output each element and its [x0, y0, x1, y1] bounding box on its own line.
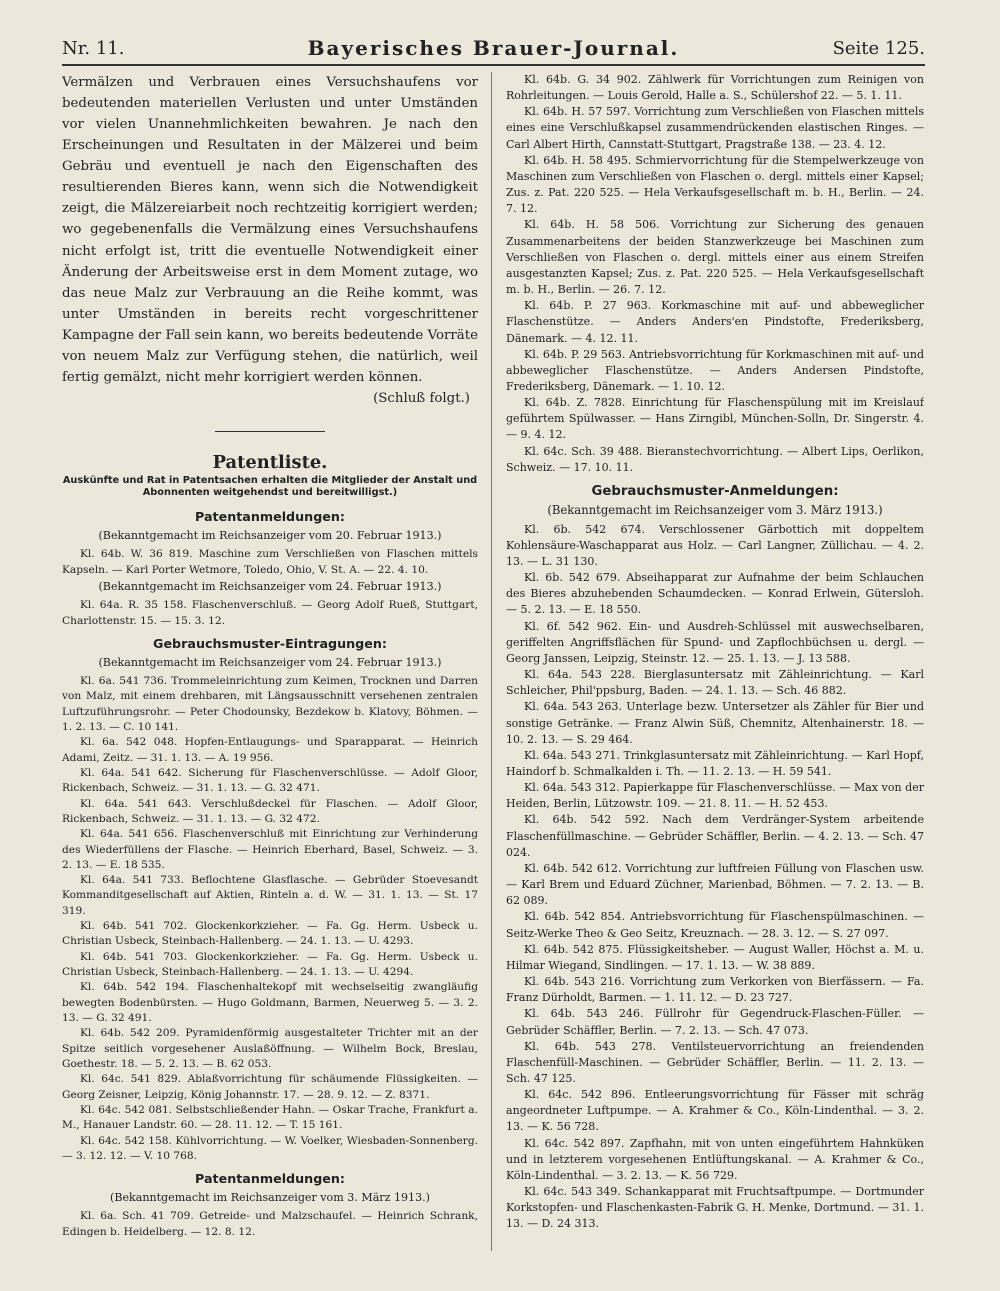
patent-entry: Kl. 64b. 542 592. Nach dem Verdränger-System arbeitende Flaschenfüllmaschine. — Gebrüder Schäffler, Berlin. — 4. 2. 13. — Sch. 47 024. — [506, 813, 924, 859]
patent-entry: Kl. 6a. Sch. 41 709. Getreide- und Malzschaufel. — Heinrich Schrank, Edingen b. Heidelberg. — 12. 8. 12. — [62, 1209, 478, 1238]
patent-entry: Kl. 64b. 542 194. Flaschenhaltekopf mit wechselseitig zwangläufig bewegten Bodenbürsten. — Hugo Goldmann, Barmen, Neuerweg 5. — 3. 2. 13. — G. 32 491. — [62, 980, 478, 1025]
patent-entry: Kl. 64b. H. 58 495. Schmiervorrichtung für die Stempelwerkzeuge von Maschinen zum Verschließen von Flaschen o. dergl. mittels einer Kapsel; Zus. z. Pat. 220 525. — Hela Verkaufsgesellschaft m. b. H., Berlin. — 24. 7. 12. — [506, 153, 924, 216]
patent-entry: Kl. 6a. 542 048. Hopfen-Entlaugungs- und Sparapparat. — Heinrich Adami, Zeitz. — 31. 1. 13. — A. 19 956. — [62, 735, 478, 764]
article-tail: (Schluß folgt.) — [373, 390, 470, 406]
patent-entry: Kl. 64b. 542 854. Antriebsvorrichtung für Flaschenspülmaschinen. — Seitz-Werke Theo & Geo Seitz, Kreuznach. — 28. 3. 12. — S. 27 097. — [506, 910, 924, 940]
patent-entry: Kl. 64c. Sch. 39 488. Bieranstechvorrichtung. — Albert Lips, Oerlikon, Schweiz. — 17. 10. 11. — [506, 444, 924, 474]
patent-entry: Kl. 64a. 543 263. Unterlage bezw. Untersetzer als Zähler für Bier und sonstige Getränke. — Franz Alwin Süß, Chemnitz, Altenhainerstr. 18. — 10. 2. 13. — S. 29 464. — [506, 700, 924, 746]
section-heading: Patentanmeldungen: — [195, 1171, 345, 1187]
article-continuation — [62, 72, 478, 409]
patent-entry: Kl. 64b. 542 209. Pyramidenförmig ausgestalteter Trichter mit an der Spitze seitlich vorgesehener Auslaßöffnung. — Wilhelm Bock, Breslau, Goethestr. 18. — 5. 2. 13. — B. 62 053. — [62, 1026, 478, 1071]
patent-entry: Kl. 6f. 542 962. Ein- und Ausdreh-Schlüssel mit auswechselbaren, geriffelten Angriffsflächen für Spund- und Zapflochbüchsen u. dergl. — Georg Janssen, Leipzig, Steinstr. 12. — 25. 1. 13. — J. 13 588. — [506, 619, 924, 665]
patent-entry: Kl. 64c. 542 081. Selbstschließender Hahn. — Oskar Trache, Frankfurt a. M., Hanauer Landstr. 60. — 28. 11. 12. — T. 15 161. — [62, 1103, 478, 1132]
patent-entry: Kl. 64a. 541 642. Sicherung für Flaschenverschlüsse. — Adolf Gloor, Rickenbach, Schweiz. — 31. 1. 13. — G. 32 471. — [62, 765, 478, 795]
patent-entry: Kl. 64b. 542 612. Vorrichtung zur luftfreien Füllung von Flaschen usw. — Karl Brem und Eduard Züchner, Marienbad, Böhmen. — 7. 2. 13. — B. 62 089. — [506, 861, 924, 908]
patent-entry: Kl. 64a. 541 733. Beflochtene Glasflasche. — Gebrüder Stoevesandt Kommanditgesellschaft auf Aktien, Rinteln a. d. W. — 31. 1. 13. — St. 17 319. — [62, 873, 478, 917]
patent-entry: Kl. 64a. 541 643. Verschlußdeckel für Flaschen. — Adolf Gloor, Rickenbach, Schweiz. — 31. 1. 13. — G. 32 472. — [62, 796, 478, 825]
patent-entry: Kl. 64c. 542 158. Kühlvorrichtung. — W. Voelker, Wiesbaden-Sonnenberg. — 3. 12. 12. — V. 10 768. — [62, 1133, 478, 1163]
patent-entry: Kl. 64c. 541 829. Ablaßvorrichtung für schäumende Flüssigkeiten. — Georg Zeisner, Leipzig, König Johannstr. 17. — 28. 9. 12. — Z. 8371. — [62, 1072, 478, 1101]
patent-list-title: Patentliste. — [212, 452, 328, 473]
patent-entry: Kl. 6b. 542 679. Abseihapparat zur Aufnahme der beim Schlauchen des Bieres abzuhebenden Schaumdecken. — Konrad Erlwein, Gütersloh. — 5. 2. 13. — E. 18 550. — [506, 571, 924, 617]
patent-entry: Kl. 64b. P. 27 963. Korkmaschine mit auf- und abbeweglicher Flaschenstütze. — Anders Anders'en Pindstofte, Frederiksberg, Dänemark. — 4. 12. 11. — [506, 299, 924, 345]
page-number: Seite 125. — [832, 38, 925, 59]
article-text: Vermälzen und Verbrauen eines Versuchshaufens vor bedeutenden materiellen Verlusten und unter Umständen vor vielen Unannehmlichkeiten bewahren. Je nach den Erscheinungen und Resultaten in der Mälzerei und beim Gebräu und eventuell je nach den Eigenschaften des resultierenden Bieres kann, wenn sich die Notwendigkeit zeigt, die Mälzereiarbeit noch rechtzeitig korrigiert werden; wo gegebenenfalls die Vermälzung eines Versuchshaufens nicht erfolgt ist, tritt die eventuelle Notwendigkeit einer Änderung der Arbeitsweise erst in dem Moment zutage, wo das neue Malz zur Verbrauung an die Reihe kommt, was unter Umständen in bereits recht vorgeschrittener Kampagne der Fall sein kann, wo bereits bedeutende Vorräte von neuem Malz zur Verfügung stehen, die natürlich, weil fertig gemälzt, nicht mehr korrigiert werden können. — [62, 75, 478, 385]
patent-entry: Kl. 64b. 543 216. Vorrichtung zum Verkorken von Bierfässern. — Fa. Franz Dürholdt, Barmen. — 1. 11. 12. — D. 23 727. — [506, 975, 924, 1005]
section-heading: Gebrauchsmuster-Eintragungen: — [153, 635, 387, 651]
patent-entry: Kl. 64a. 541 656. Flaschenverschluß mit Einrichtung zur Verhinderung des Wiederfüllens der Flasche. — Heinrich Eberhard, Basel, Schweiz. — 3. 2. 13. — E. 18 535. — [62, 827, 478, 871]
patent-entry: Kl. 64b. G. 34 902. Zählwerk für Vorrichtungen zum Reinigen von Rohrleitungen. — Louis Gerold, Halle a. S., Schülershof 22. — 5. 1. 11. — [506, 73, 924, 103]
notice-date: (Bekanntgemacht im Reichsanzeiger vom 24. Februar 1913.) — [98, 580, 442, 594]
patent-entry: Kl. 64b. 541 703. Glockenkorkzieher. — Fa. Gg. Herm. Usbeck u. Christian Usbeck, Steinbach-Hallenberg. — 24. 1. 13. — U. 4294. — [62, 949, 478, 979]
patent-entry: Kl. 64b. Z. 7828. Einrichtung für Flaschenspülung mit im Kreislauf geführtem Spülwasser. — Hans Zirngibl, München-Solln, Dr. Singerstr. 4. — 9. 4. 12. — [506, 396, 924, 442]
patent-entry: Kl. 6b. 542 674. Verschlossener Gärbottich mit doppeltem Kohlensäure-Waschapparat aus Holz. — Carl Langner, Züllichau. — 4. 2. 13. — L. 31 130. — [506, 522, 924, 568]
column-divider — [491, 72, 492, 1251]
patent-entry: Kl. 64c. 542 897. Zapfhahn, mit von unten eingeführtem Hahnküken und in letzterem vorgesehenen Entlüftungskanal. — A. Krahmer & Co., Köln-Lindenthal. — 3. 2. 13. — K. 56 729. — [506, 1136, 924, 1182]
patent-entry: Kl. 64b. H. 57 597. Vorrichtung zum Verschließen von Flaschen mittels eines eine Verschlußkapsel zusammendrückenden elastischen Ringes. — Carl Albert Hirth, Cannstatt-Stuttgart, Pragstraße 138. — 23. 4. 12. — [506, 105, 924, 151]
notice-date: (Bekanntgemacht im Reichsanzeiger vom 20. Februar 1913.) — [98, 529, 442, 543]
patent-entry: Kl. 6a. 541 736. Trommeleinrichtung zum Keimen, Trocknen und Darren von Malz, mit einem drehbaren, mit Längsausschnitt versehenen zentralen Luftzuführungsrohr. — Peter Chodounsky, Bezdekow b. Klatovy, Böhmen. — 1. 2. 13. — C. 10 141. — [62, 673, 478, 733]
issue-number: Nr. 11. — [62, 38, 125, 59]
right-entries — [506, 522, 924, 1233]
patent-entry: Kl. 64b. 543 246. Füllrohr für Gegendruck-Flaschen-Füller. — Gebrüder Schäffler, Berlin. — 7. 2. 13. — Sch. 47 073. — [506, 1007, 924, 1037]
journal-title: Bayerisches Brauer-Journal. — [307, 36, 680, 60]
section-heading: Patentanmeldungen: — [195, 509, 345, 525]
patent-entry: Kl. 64c. 542 896. Entleerungsvorrichtung für Fässer mit schräg angeordneter Luftpumpe. — A. Krahmer & Co., Köln-Lindenthal. — 3. 2. 13. — K. 56 728. — [506, 1088, 924, 1134]
patent-entry: Kl. 64b. 541 702. Glockenkorkzieher. — Fa. Gg. Herm. Usbeck u. Christian Usbeck, Steinbach-Hallenberg. — 24. 1. 13. — U. 4293. — [62, 919, 478, 948]
right-top-entries — [506, 72, 924, 476]
patent-entry: Kl. 64b. 542 875. Flüssigkeitsheber. — August Waller, Höchst a. M. u. Hilmar Wiegand, Sindlingen. — 17. 1. 13. — W. 38 889. — [506, 942, 924, 972]
section-heading: Gebrauchsmuster-Anmeldungen: — [591, 483, 839, 499]
left-sections — [62, 509, 478, 1239]
notice-date: (Bekanntgemacht im Reichsanzeiger vom 3. März 1913.) — [110, 1191, 430, 1205]
patent-entry: Kl. 64b. W. 36 819. Maschine zum Verschließen von Flaschen mittels Kapseln. — Karl Porter Wetmore, Toledo, Ohio, V. St. A. — 22. 4. 10. — [62, 547, 478, 576]
page-header — [62, 34, 925, 66]
patent-entry: Kl. 64b. 543 278. Ventilsteuervorrichtung an freiendenden Flaschenfüll-Maschinen. — Gebrüder Schäffler, Berlin. — 11. 2. 13. — Sch. 47 125. — [506, 1039, 924, 1085]
right-column — [506, 72, 924, 1251]
patent-entry: Kl. 64a. 543 312. Papierkappe für Flaschenverschlüsse. — Max von der Heiden, Berlin, Lützowstr. 109. — 21. 8. 11. — H. 52 453. — [506, 781, 924, 811]
patent-entry: Kl. 64a. R. 35 158. Flaschenverschluß. — Georg Adolf Rueß, Stuttgart, Charlottenstr. 15. — 15. 3. 12. — [62, 598, 478, 627]
patent-entry: Kl. 64a. 543 271. Trinkglasuntersatz mit Zähleinrichtung. — Karl Hopf, Haindorf b. Schmalkalden i. Th. — 11. 2. 13. — H. 59 541. — [506, 748, 924, 779]
patent-entry: Kl. 64b. P. 29 563. Antriebsvorrichtung für Korkmaschinen mit auf- und abbeweglicher Flaschenstütze. — Anders Andersen Pindstofte, Frederiksberg, Dänemark. — 1. 10. 12. — [506, 347, 924, 393]
patent-entry: Kl. 64c. 543 349. Schankapparat mit Fruchtsaftpumpe. — Dortmunder Korkstopfen- und Flaschenkasten-Fabrik G. H. Menke, Dortmund. — 31. 1. 13. — D. 24 313. — [506, 1185, 924, 1231]
notice-date: (Bekanntgemacht im Reichsanzeiger vom 3. März 1913.) — [547, 502, 883, 517]
patent-list-subtitle: Auskünfte und Rat in Patentsachen erhalten die Mitglieder der Anstalt und Abonnenten weitgehendst und bereitwilligst.) — [62, 475, 478, 499]
patent-entry: Kl. 64b. H. 58 506. Vorrichtung zur Sicherung des genauen Zusammenarbeitens der beiden Stanzwerkzeuge bei Maschinen zum Verschließen von Flaschen o. dergl. mittels einer aus einem Streifen ausgestanzten Kapsel; Zus. z. Pat. 220 525. — Hela Verkaufsgesellschaft m. b. H., Berlin. — 26. 7. 12. — [506, 218, 924, 297]
section-divider-rule — [215, 431, 325, 432]
patent-entry: Kl. 64a. 543 228. Bierglasuntersatz mit Zähleinrichtung. — Karl Schleicher, Phil'ppsburg, Baden. — 24. 1. 13. — Sch. 46 882. — [506, 668, 924, 698]
notice-date: (Bekanntgemacht im Reichsanzeiger vom 24. Februar 1913.) — [98, 655, 442, 669]
left-column — [62, 72, 478, 1251]
